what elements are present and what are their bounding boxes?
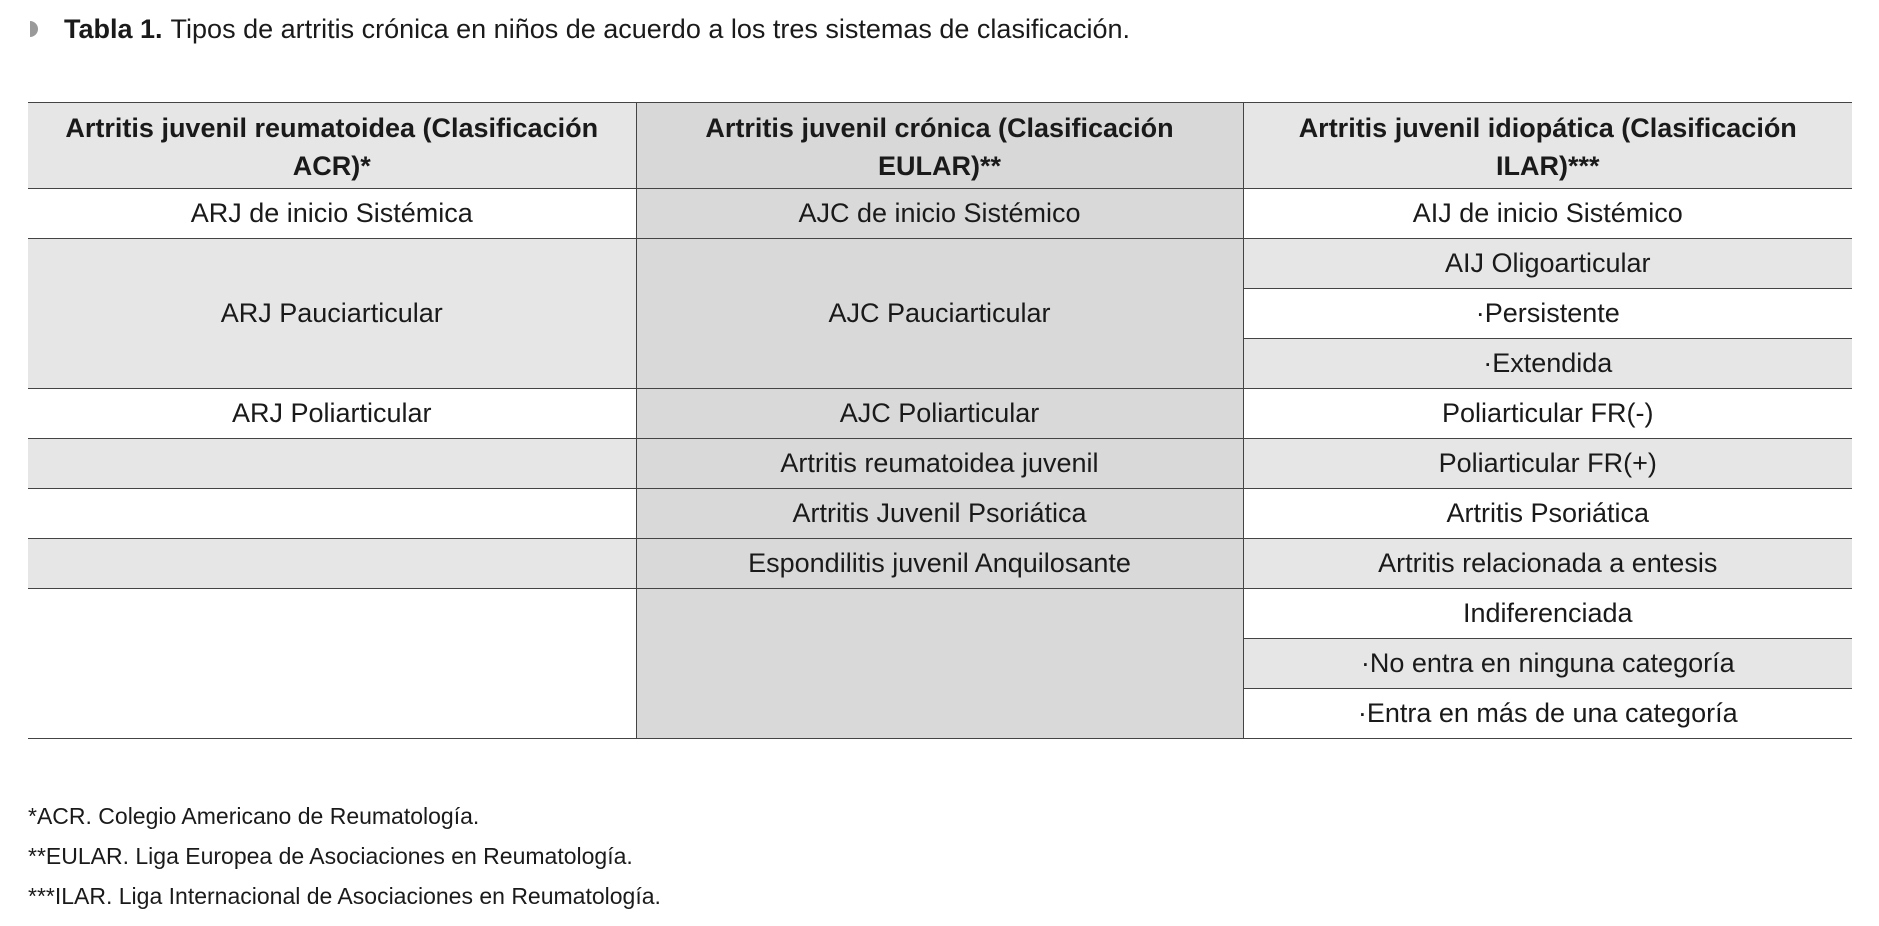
cell-eular-poliarticular: AJC Poliarticular <box>636 389 1243 439</box>
header-eular: Artritis juvenil crónica (Clasificación EULAR)** <box>636 103 1243 189</box>
footnotes <box>28 796 661 916</box>
cell-ilar-oligoarticular: AIJ Oligoarticular <box>1243 239 1852 289</box>
cell-ilar-indiferenciada: Indiferenciada <box>1243 589 1852 639</box>
cell-eular-reumatoidea: Artritis reumatoidea juvenil <box>636 439 1243 489</box>
table-row <box>28 189 1852 239</box>
half-circle-bullet-icon <box>28 19 42 39</box>
footnote-eular: **EULAR. Liga Europea de Asociaciones en Reumatología. <box>28 843 633 869</box>
cell-eular-psoriatica: Artritis Juvenil Psoriática <box>636 489 1243 539</box>
table-row <box>28 439 1852 489</box>
cell-eular-espondilitis: Espondilitis juvenil Anquilosante <box>636 539 1243 589</box>
cell-ilar-poli-pos: Poliarticular FR(+) <box>1243 439 1852 489</box>
classification-table <box>28 102 1852 739</box>
header-row <box>28 103 1852 189</box>
cell-ilar-sistemico: AIJ de inicio Sistémico <box>1243 189 1852 239</box>
cell-acr-poliarticular: ARJ Poliarticular <box>28 389 636 439</box>
cell-ilar-ninguna: ·No entra en ninguna categoría <box>1243 639 1852 689</box>
table-caption <box>28 12 1130 46</box>
table-row <box>28 239 1852 289</box>
cell-acr-empty <box>28 439 636 489</box>
footnote-ilar: ***ILAR. Liga Internacional de Asociaciones en Reumatología. <box>28 883 661 909</box>
cell-ilar-mas-una: ·Entra en más de una categoría <box>1243 689 1852 739</box>
cell-ilar-persistente: ·Persistente <box>1243 289 1852 339</box>
footnote-acr: *ACR. Colegio Americano de Reumatología. <box>28 803 480 829</box>
cell-ilar-entesis: Artritis relacionada a entesis <box>1243 539 1852 589</box>
cell-ilar-extendida: ·Extendida <box>1243 339 1852 389</box>
cell-ilar-psoriatica: Artritis Psoriática <box>1243 489 1852 539</box>
cell-acr-empty <box>28 539 636 589</box>
table-row <box>28 539 1852 589</box>
cell-acr-sistemica: ARJ de inicio Sistémica <box>28 189 636 239</box>
table-row <box>28 389 1852 439</box>
caption-label: Tabla 1. <box>64 13 163 44</box>
table-row <box>28 589 1852 639</box>
cell-ilar-poli-neg: Poliarticular FR(-) <box>1243 389 1852 439</box>
cell-acr-empty <box>28 589 636 739</box>
cell-acr-empty <box>28 489 636 539</box>
table-row <box>28 489 1852 539</box>
header-acr: Artritis juvenil reumatoidea (Clasificación ACR)* <box>28 103 636 189</box>
header-ilar: Artritis juvenil idiopática (Clasificación ILAR)*** <box>1243 103 1852 189</box>
caption-text: Tipos de artritis crónica en niños de acuerdo a los tres sistemas de clasificación. <box>170 13 1130 44</box>
cell-eular-sistemico: AJC de inicio Sistémico <box>636 189 1243 239</box>
cell-eular-empty <box>636 589 1243 739</box>
cell-eular-pauciarticular: AJC Pauciarticular <box>636 239 1243 389</box>
cell-acr-pauciarticular: ARJ Pauciarticular <box>28 239 636 389</box>
